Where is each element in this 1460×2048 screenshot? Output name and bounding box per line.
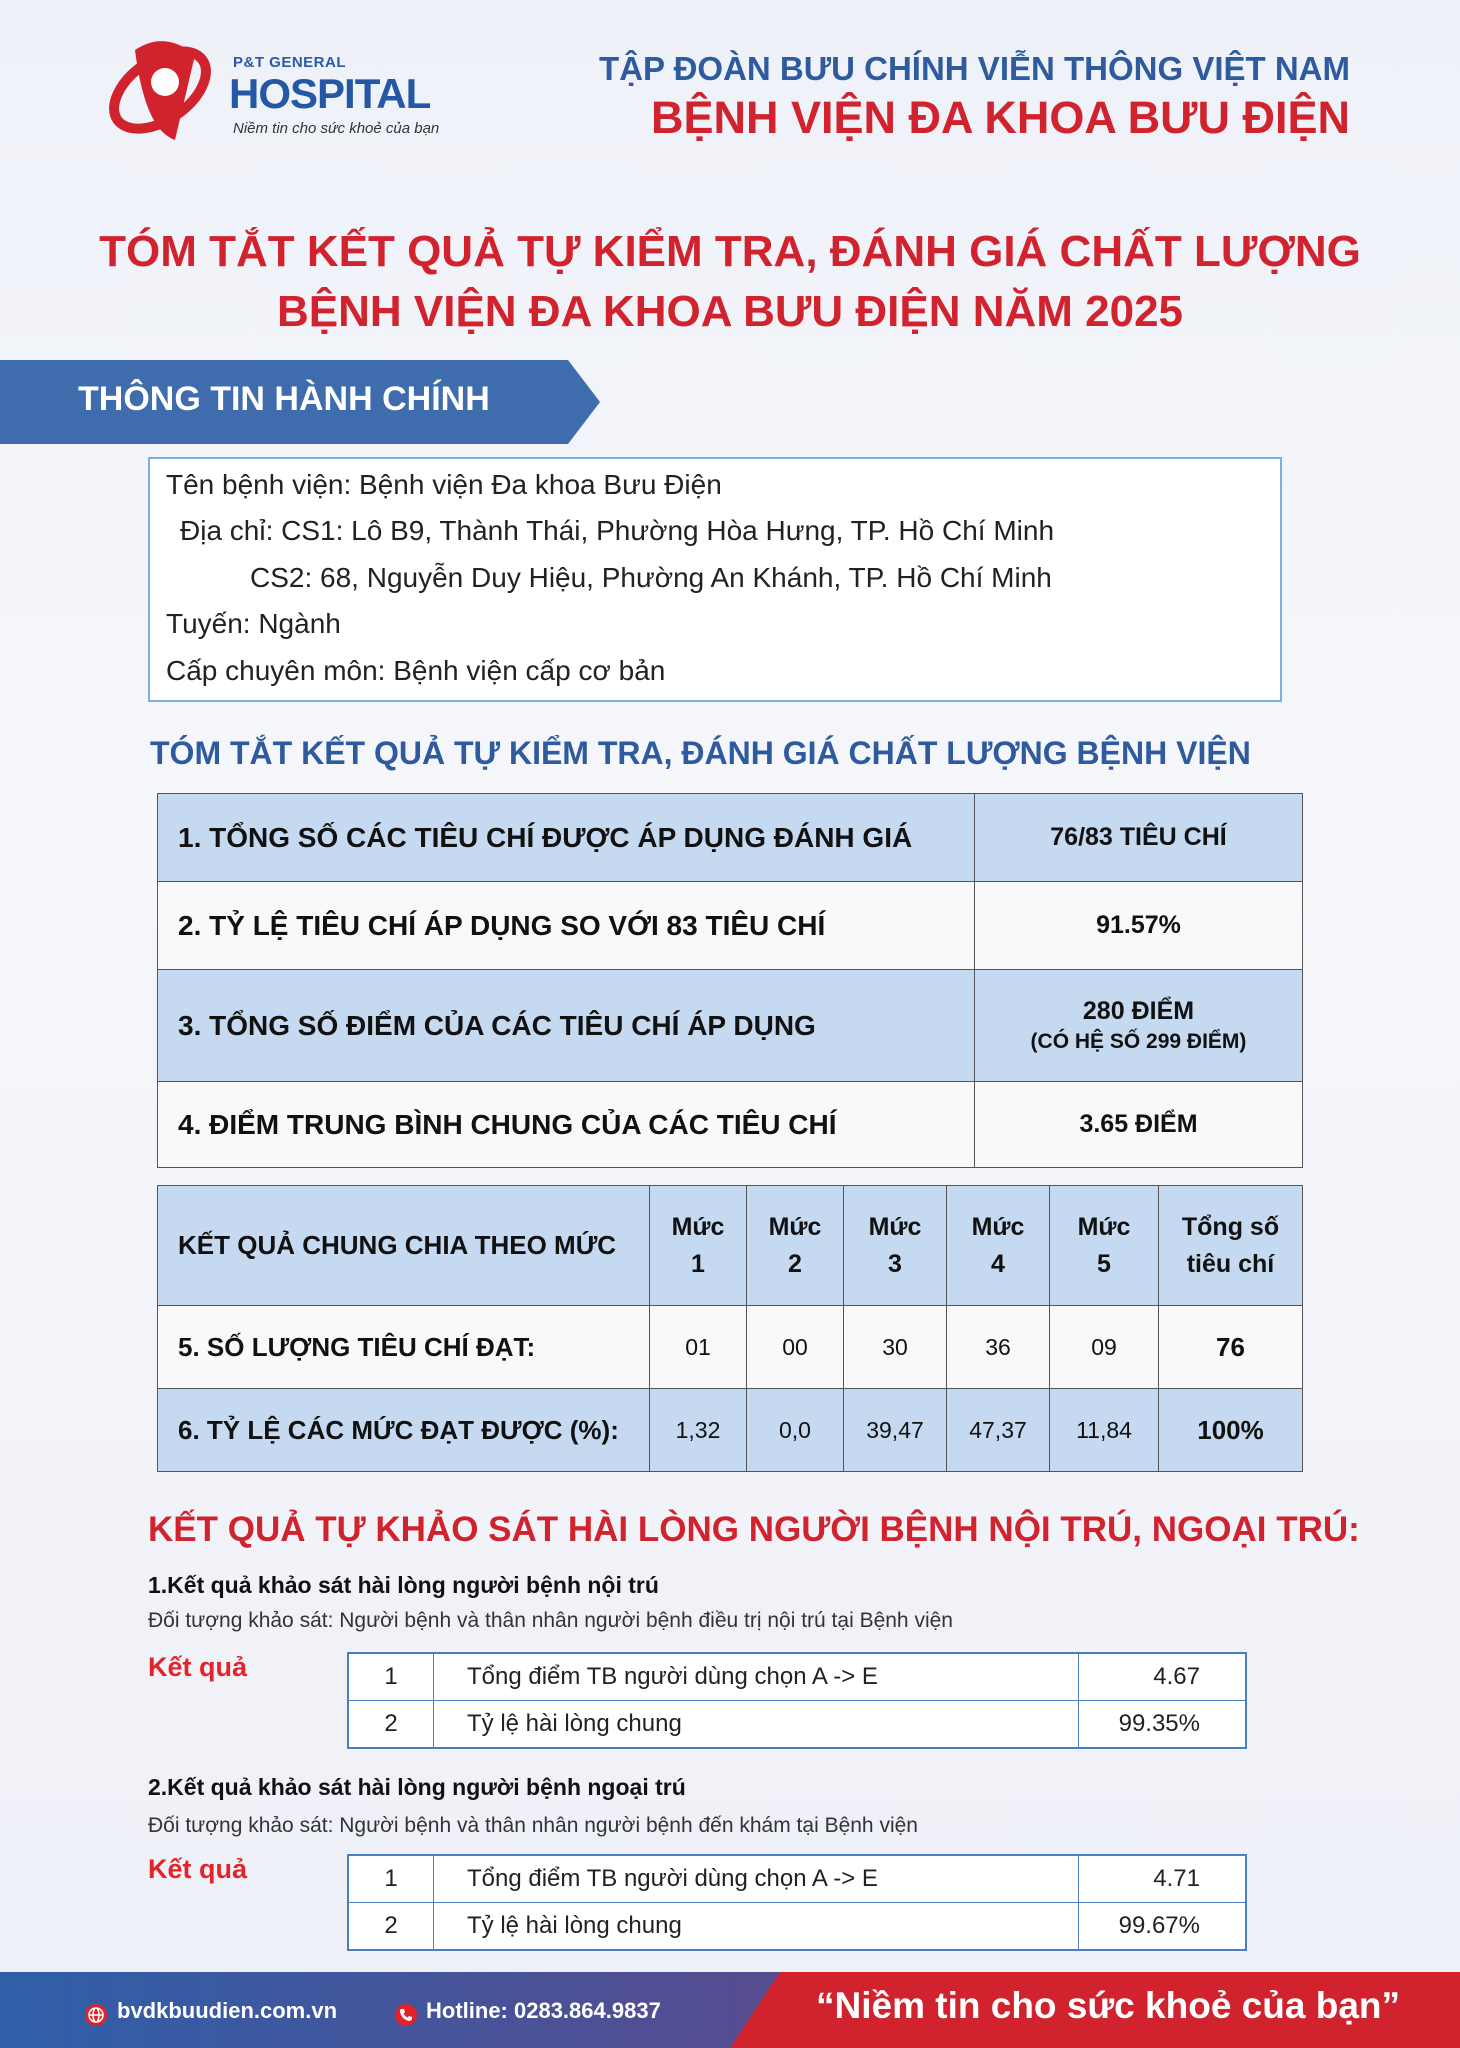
globe-icon bbox=[84, 2003, 108, 2027]
table-row bbox=[348, 1701, 1246, 1749]
table-cell: 30 bbox=[844, 1306, 947, 1389]
tier-line: Tuyến: Ngành bbox=[166, 608, 341, 639]
table-row bbox=[158, 1389, 1303, 1472]
total-column-header: Tổng số tiêu chí bbox=[1159, 1186, 1303, 1306]
summary-heading: TÓM TẮT KẾT QUẢ TỰ KIỂM TRA, ĐÁNH GIÁ CHẤT LƯỢNG BỆNH VIỆN bbox=[150, 735, 1251, 771]
row-number: 2 bbox=[348, 1701, 434, 1749]
table-header-row bbox=[158, 1186, 1303, 1306]
table-cell: 00 bbox=[747, 1306, 844, 1389]
table-cell-total: 100% bbox=[1159, 1389, 1303, 1472]
table-row bbox=[348, 1653, 1246, 1701]
level-column-header: Mức 1 bbox=[650, 1186, 747, 1306]
hotline-text[interactable]: Hotline: 0283.864.9837 bbox=[426, 1998, 661, 2023]
inpatient-result-label: Kết quả bbox=[148, 1652, 248, 1682]
title-line-1: TÓM TẮT KẾT QUẢ TỰ KIỂM TRA, ĐÁNH GIÁ CHẤT LƯỢNG bbox=[99, 227, 1361, 276]
summary-value: 76/83 TIÊU CHÍ bbox=[975, 794, 1303, 882]
summary-label: 2. TỶ LỆ TIÊU CHÍ ÁP DỤNG SO VỚI 83 TIÊU CHÍ bbox=[158, 882, 975, 970]
levels-header-label: KẾT QUẢ CHUNG CHIA THEO MỨC bbox=[158, 1186, 650, 1306]
logo-big-text: HOSPITAL bbox=[229, 70, 431, 117]
summary-label: 1. TỔNG SỐ CÁC TIÊU CHÍ ĐƯỢC ÁP DỤNG ĐÁNH GIÁ bbox=[158, 794, 975, 882]
row-value: 4.67 bbox=[1079, 1653, 1247, 1701]
level-column-header: Mức 2 bbox=[747, 1186, 844, 1306]
level-column-header: Mức 3 bbox=[844, 1186, 947, 1306]
row-label: Tỷ lệ hài lòng chung bbox=[434, 1701, 1079, 1749]
row-value: 99.35% bbox=[1079, 1701, 1247, 1749]
website-link[interactable]: bvdkbuudien.com.vn bbox=[117, 1998, 338, 2023]
row-number: 1 bbox=[348, 1855, 434, 1903]
table-cell: 11,84 bbox=[1050, 1389, 1159, 1472]
hospital-name-header: BỆNH VIỆN ĐA KHOA BƯU ĐIỆN bbox=[650, 92, 1350, 143]
survey-heading: KẾT QUẢ TỰ KHẢO SÁT HÀI LÒNG NGƯỜI BỆNH NỘI TRÚ, NGOẠI TRÚ: bbox=[148, 1510, 1360, 1549]
row-number: 1 bbox=[348, 1653, 434, 1701]
address-cs1-line: Địa chỉ: CS1: Lô B9, Thành Thái, Phường Hòa Hưng, TP. Hồ Chí Minh bbox=[180, 515, 1055, 546]
table-cell-total: 76 bbox=[1159, 1306, 1303, 1389]
table-row bbox=[348, 1855, 1246, 1903]
summary-value: 280 ĐIỂM bbox=[1082, 997, 1195, 1025]
row-value: 99.67% bbox=[1079, 1903, 1247, 1951]
row-value: 4.71 bbox=[1079, 1855, 1247, 1903]
inpatient-result-table bbox=[347, 1652, 1247, 1749]
table-cell: 47,37 bbox=[947, 1389, 1050, 1472]
level-line: Cấp chuyên môn: Bệnh viện cấp cơ bản bbox=[166, 655, 666, 686]
table-cell: 1,32 bbox=[650, 1389, 747, 1472]
summary-label: 3. TỔNG SỐ ĐIỂM CỦA CÁC TIÊU CHÍ ÁP DỤNG bbox=[158, 970, 975, 1082]
summary-value-cell bbox=[975, 970, 1303, 1082]
summary-label: 4. ĐIỂM TRUNG BÌNH CHUNG CỦA CÁC TIÊU CHÍ bbox=[158, 1082, 975, 1168]
logo-tagline: Niềm tin cho sức khoẻ của bạn bbox=[233, 120, 440, 137]
address-cs2-line: CS2: 68, Nguyễn Duy Hiệu, Phường An Khánh, TP. Hồ Chí Minh bbox=[250, 562, 1052, 593]
section-label-admin: THÔNG TIN HÀNH CHÍNH bbox=[78, 380, 490, 418]
table-cell: 36 bbox=[947, 1306, 1050, 1389]
table-row bbox=[158, 882, 1303, 970]
outpatient-title: 2.Kết quả khảo sát hài lòng người bệnh ngoại trú bbox=[148, 1774, 686, 1800]
outpatient-result-label: Kết quả bbox=[148, 1854, 248, 1884]
org-name: TẬP ĐOÀN BƯU CHÍNH VIỄN THÔNG VIỆT NAM bbox=[599, 50, 1350, 87]
summary-table bbox=[157, 793, 1303, 1168]
row-label: Tổng điểm TB người dùng chọn A -> E bbox=[434, 1855, 1079, 1903]
summary-value: 91.57% bbox=[975, 882, 1303, 970]
count-row-label: 5. SỐ LƯỢNG TIÊU CHÍ ĐẠT: bbox=[158, 1306, 650, 1389]
pct-row-label: 6. TỶ LỆ CÁC MỨC ĐẠT ĐƯỢC (%): bbox=[158, 1389, 650, 1472]
level-column-header: Mức 4 bbox=[947, 1186, 1050, 1306]
logo-small-text: P&T GENERAL bbox=[233, 54, 347, 71]
title-line-2: BỆNH VIỆN ĐA KHOA BƯU ĐIỆN NĂM 2025 bbox=[276, 287, 1184, 336]
admin-info-box bbox=[148, 457, 1282, 702]
table-row bbox=[158, 1306, 1303, 1389]
table-row bbox=[158, 1082, 1303, 1168]
inpatient-title: 1.Kết quả khảo sát hài lòng người bệnh nội trú bbox=[148, 1572, 659, 1598]
table-row bbox=[158, 794, 1303, 882]
outpatient-subject: Đối tượng khảo sát: Người bệnh và thân nhân người bệnh đến khám tại Bệnh viện bbox=[148, 1814, 918, 1837]
table-row bbox=[158, 970, 1303, 1082]
table-row bbox=[348, 1903, 1246, 1951]
summary-value: 3.65 ĐIỂM bbox=[975, 1082, 1303, 1168]
table-cell: 01 bbox=[650, 1306, 747, 1389]
hospital-name-line: Tên bệnh viện: Bệnh viện Đa khoa Bưu Điện bbox=[166, 469, 722, 500]
phone-icon bbox=[394, 2003, 418, 2027]
table-cell: 09 bbox=[1050, 1306, 1159, 1389]
row-label: Tỷ lệ hài lòng chung bbox=[434, 1903, 1079, 1951]
level-column-header: Mức 5 bbox=[1050, 1186, 1159, 1306]
table-cell: 39,47 bbox=[844, 1389, 947, 1472]
table-cell: 0,0 bbox=[747, 1389, 844, 1472]
outpatient-result-table bbox=[347, 1854, 1247, 1951]
row-number: 2 bbox=[348, 1903, 434, 1951]
row-label: Tổng điểm TB người dùng chọn A -> E bbox=[434, 1653, 1079, 1701]
page-title bbox=[0, 222, 1460, 342]
footer-slogan: “Niềm tin cho sức khoẻ của bạn” bbox=[816, 1985, 1400, 2026]
summary-value-note: (CÓ HỆ SỐ 299 ĐIỂM) bbox=[1030, 1030, 1247, 1053]
logo-mark-icon bbox=[105, 30, 225, 150]
levels-table bbox=[157, 1185, 1303, 1472]
inpatient-subject: Đối tượng khảo sát: Người bệnh và thân nhân người bệnh điều trị nội trú tại Bệnh viện bbox=[148, 1609, 953, 1632]
hospital-logo bbox=[105, 30, 465, 150]
